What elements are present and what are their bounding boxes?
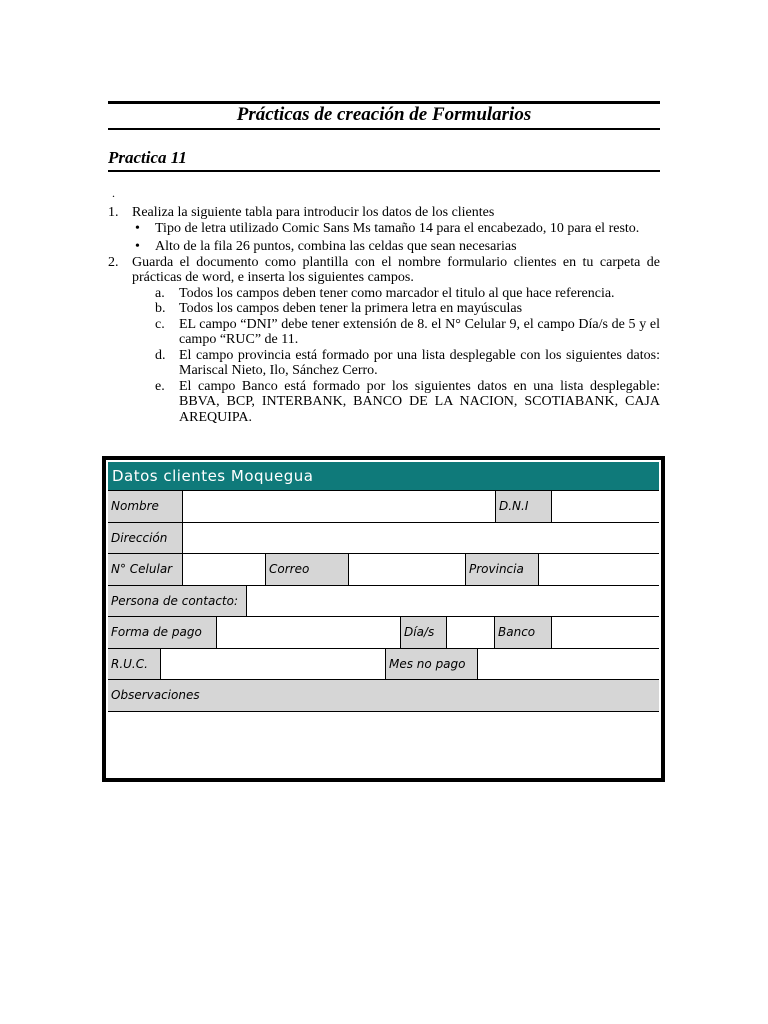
bullet-text: Alto de la fila 26 puntos, combina las celdas que sean necesarias [155,239,517,254]
client-form [102,456,665,782]
correo-field[interactable] [349,554,466,585]
instructions [108,205,660,425]
sub-item-mark: c. [155,316,165,332]
mes-no-pago-label-cell [386,649,478,679]
bullet-icon: • [135,239,140,254]
celular-label-cell [108,554,183,585]
practice-heading: Practica 11 [108,148,187,167]
form-row-persona [108,586,659,617]
contacto-field[interactable] [247,586,659,616]
celular-label: N° Celular [111,562,173,576]
sub-item-text: El campo provincia está formado por una lista desplegable con los siguientes datos: Mariscal Nieto, Ilo, Sánchez Cerro. [179,347,660,378]
correo-label-cell [266,554,349,585]
forma-pago-label: Forma de pago [111,625,202,639]
sub-item-mark: b. [155,301,166,316]
provincia-dropdown[interactable] [539,554,659,585]
dni-label: D.N.I [499,499,529,513]
dias-label: Día/s [404,625,435,639]
instruction-item [108,205,660,221]
sub-item-text: Todos los campos deben tener como marcador el titulo al que hace referencia. [179,285,615,301]
observaciones-label: Observaciones [111,688,200,702]
direccion-label: Dirección [111,531,168,545]
sub-item [155,348,660,379]
mes-no-pago-label: Mes no pago [389,657,466,671]
item-number: 2. [108,254,119,270]
bullet-text: Tipo de letra utilizado Comic Sans Ms tamaño 14 para el encabezado, 10 para el resto. [155,220,640,236]
dias-label-cell [401,617,447,648]
form-row-nombre [108,491,659,523]
dni-label-cell [496,491,552,522]
direccion-label-cell [108,523,183,553]
title-underline [108,128,660,130]
nombre-label-cell [108,491,183,522]
form-row-ruc [108,649,659,680]
provincia-label: Provincia [469,562,524,576]
nombre-field[interactable] [183,491,496,522]
sub-item-text: El campo Banco está formado por los siguientes datos en una lista desplegable: BBVA, BCP, INTERBANK, BANCO DE LA NACION, SCOTIABANK, CAJA AREQUIPA. [179,378,660,425]
banco-dropdown[interactable] [552,617,659,648]
form-header: Datos clientes Moquegua [108,462,659,491]
contacto-label: Persona de contacto: [111,594,239,608]
instruction-item [108,255,660,286]
forma-pago-field[interactable] [217,617,401,648]
observaciones-field[interactable] [108,712,659,776]
contacto-label-cell [108,586,247,616]
sub-item-mark: e. [155,378,165,394]
nombre-label: Nombre [111,499,159,513]
banco-label: Banco [498,625,536,639]
bullet-item [132,239,660,255]
sub-item-mark: d. [155,347,166,363]
correo-label: Correo [269,562,310,576]
sub-item [155,379,660,426]
sub-item-text: EL campo “DNI” debe tener extensión de 8. el N° Celular 9, el campo Día/s de 5 y el campo “RUC” de 11. [179,316,660,347]
sub-item [155,286,660,302]
provincia-label-cell [466,554,539,585]
forma-pago-label-cell [108,617,217,648]
celular-field[interactable] [183,554,266,585]
sub-item [155,317,660,348]
banco-label-cell [495,617,552,648]
dias-field[interactable] [447,617,495,648]
form-row-pago [108,617,659,649]
sub-item-mark: a. [155,285,165,301]
bullet-icon: • [135,220,140,236]
item-text: Realiza la siguiente tabla para introducir los datos de los clientes [132,205,495,220]
ruc-label-cell [108,649,161,679]
ruc-field[interactable] [161,649,386,679]
mes-no-pago-field[interactable] [478,649,659,679]
ruc-label: R.U.C. [111,657,148,671]
bullet-item [132,221,660,237]
sub-item-text: Todos los campos deben tener la primera letra en mayúsculas [179,301,523,316]
sub-item [155,301,660,317]
observaciones-label-row [108,680,659,712]
form-row-direccion [108,523,659,554]
dni-field[interactable] [552,491,659,522]
item-number: 1. [108,205,119,220]
form-row-contacto-datos [108,554,659,586]
direccion-field[interactable] [183,523,659,553]
document-title: Prácticas de creación de Formularios [236,104,532,125]
subtitle-underline [108,170,660,172]
stray-dot: . [112,186,115,200]
item-text: Guarda el documento como plantilla con el nombre formulario clientes en tu carpeta de prácticas de word, e inserta los siguientes campos. [132,254,660,285]
